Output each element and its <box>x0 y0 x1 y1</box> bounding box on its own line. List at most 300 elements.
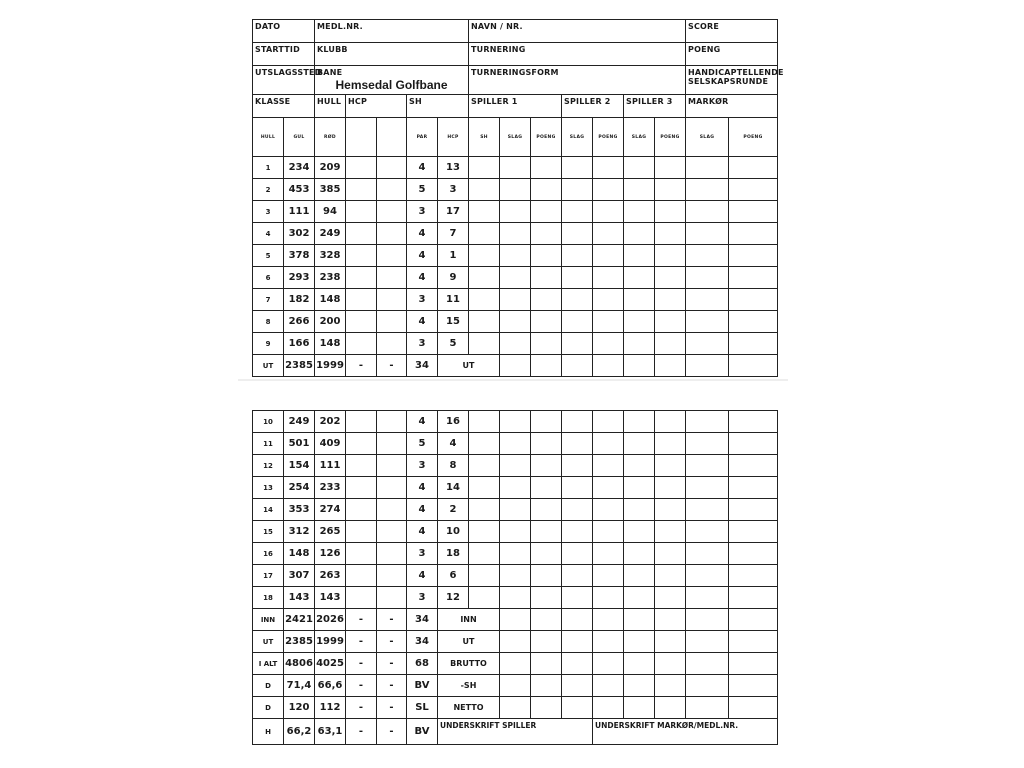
hole-hcp-blank[interactable] <box>346 455 377 477</box>
score-cell[interactable] <box>729 355 778 377</box>
hole-hcp-blank[interactable] <box>377 311 407 333</box>
score-cell[interactable] <box>531 179 562 201</box>
score-cell[interactable] <box>593 631 624 653</box>
hole-hcp-blank[interactable] <box>346 587 377 609</box>
hole-hcp-blank[interactable] <box>377 587 407 609</box>
score-cell[interactable] <box>655 587 686 609</box>
field-hcp[interactable] <box>346 95 407 118</box>
score-cell[interactable] <box>686 565 729 587</box>
score-cell[interactable] <box>729 499 778 521</box>
hole-hcp-blank[interactable] <box>377 411 407 433</box>
score-cell[interactable] <box>500 201 531 223</box>
field-utslagssted[interactable] <box>253 66 322 95</box>
score-cell[interactable] <box>686 201 729 223</box>
total-par: 34 <box>407 609 438 631</box>
score-cell[interactable] <box>655 333 686 355</box>
score-cell[interactable] <box>686 499 729 521</box>
score-cell[interactable] <box>729 455 778 477</box>
score-cell[interactable] <box>531 631 562 653</box>
score-cell[interactable] <box>729 631 778 653</box>
score-cell[interactable] <box>686 157 729 179</box>
score-cell[interactable] <box>562 455 593 477</box>
score-cell[interactable] <box>531 587 562 609</box>
score-cell[interactable] <box>531 675 562 697</box>
score-cell[interactable] <box>500 477 531 499</box>
score-cell[interactable] <box>624 201 655 223</box>
score-cell[interactable] <box>686 311 729 333</box>
score-cell[interactable] <box>729 565 778 587</box>
field-medl-nr[interactable] <box>315 20 469 43</box>
score-cell[interactable] <box>531 697 562 719</box>
score-cell[interactable] <box>469 433 500 455</box>
hole-row <box>253 499 778 521</box>
score-cell[interactable] <box>531 521 562 543</box>
score-cell[interactable] <box>686 289 729 311</box>
score-cell[interactable] <box>686 653 729 675</box>
field-score[interactable] <box>686 20 778 43</box>
score-cell[interactable] <box>686 609 729 631</box>
score-cell[interactable] <box>469 499 500 521</box>
hole-gul: 501 <box>284 433 315 455</box>
score-cell[interactable] <box>500 157 531 179</box>
score-cell[interactable] <box>531 499 562 521</box>
score-cell[interactable] <box>531 477 562 499</box>
score-cell[interactable] <box>729 411 778 433</box>
score-cell[interactable] <box>562 433 593 455</box>
score-cell[interactable] <box>729 245 778 267</box>
score-cell[interactable] <box>686 179 729 201</box>
score-cell[interactable] <box>624 223 655 245</box>
hole-hcp-blank[interactable] <box>346 433 377 455</box>
score-cell[interactable] <box>500 675 531 697</box>
hole-hcp-blank[interactable] <box>377 289 407 311</box>
score-cell[interactable] <box>562 543 593 565</box>
score-cell[interactable] <box>624 289 655 311</box>
field-spiller3[interactable] <box>624 95 686 118</box>
hole-hcp-blank[interactable] <box>346 333 377 355</box>
field-navn-nr[interactable] <box>469 20 686 43</box>
score-cell[interactable] <box>500 223 531 245</box>
score-cell[interactable] <box>562 311 593 333</box>
score-cell[interactable] <box>469 543 500 565</box>
score-cell[interactable] <box>655 631 686 653</box>
score-cell[interactable] <box>469 521 500 543</box>
score-cell[interactable] <box>729 157 778 179</box>
score-cell[interactable] <box>593 675 624 697</box>
score-cell[interactable] <box>624 609 655 631</box>
hole-index: 5 <box>438 333 469 355</box>
score-cell[interactable] <box>686 433 729 455</box>
score-cell[interactable] <box>593 565 624 587</box>
hole-hcp-blank[interactable] <box>377 499 407 521</box>
score-cell[interactable] <box>593 267 624 289</box>
score-cell[interactable] <box>624 355 655 377</box>
score-cell[interactable] <box>593 499 624 521</box>
score-cell[interactable] <box>624 521 655 543</box>
hole-hcp-blank[interactable] <box>377 223 407 245</box>
score-cell[interactable] <box>729 311 778 333</box>
score-cell[interactable] <box>531 543 562 565</box>
score-cell[interactable] <box>729 675 778 697</box>
score-cell[interactable] <box>624 411 655 433</box>
score-cell[interactable] <box>531 311 562 333</box>
score-cell[interactable] <box>729 201 778 223</box>
score-cell[interactable] <box>500 609 531 631</box>
score-cell[interactable] <box>686 521 729 543</box>
score-cell[interactable] <box>593 157 624 179</box>
hole-hcp-blank[interactable] <box>346 499 377 521</box>
field-starttid[interactable] <box>253 43 315 66</box>
score-cell[interactable] <box>655 543 686 565</box>
player-signature-field[interactable]: UNDERSKRIFT SPILLER <box>438 719 593 745</box>
hole-rod: 111 <box>315 455 346 477</box>
score-cell[interactable] <box>655 499 686 521</box>
score-cell[interactable] <box>531 267 562 289</box>
score-cell[interactable] <box>593 411 624 433</box>
score-cell[interactable] <box>624 455 655 477</box>
score-cell[interactable] <box>655 609 686 631</box>
score-cell[interactable] <box>469 587 500 609</box>
field-klasse[interactable] <box>253 95 315 118</box>
score-cell[interactable] <box>500 499 531 521</box>
score-cell[interactable] <box>655 521 686 543</box>
score-cell[interactable] <box>729 653 778 675</box>
field-hull[interactable] <box>315 95 346 118</box>
hole-gul: 378 <box>284 245 315 267</box>
hole-hcp-blank[interactable] <box>346 267 377 289</box>
hole-hcp-blank[interactable] <box>377 267 407 289</box>
score-cell[interactable] <box>531 433 562 455</box>
score-cell[interactable] <box>686 543 729 565</box>
hole-hcp-blank[interactable] <box>346 477 377 499</box>
score-cell[interactable] <box>562 477 593 499</box>
score-cell[interactable] <box>562 631 593 653</box>
score-cell[interactable] <box>655 675 686 697</box>
hole-hcp-blank[interactable] <box>346 245 377 267</box>
hole-index: 10 <box>438 521 469 543</box>
hole-row <box>253 565 778 587</box>
score-cell[interactable] <box>655 697 686 719</box>
hole-hcp-blank[interactable] <box>346 411 377 433</box>
hole-number: 4 <box>253 223 284 245</box>
score-cell[interactable] <box>469 455 500 477</box>
total-dash: - <box>346 609 377 631</box>
hole-hcp-blank[interactable] <box>377 565 407 587</box>
score-cell[interactable] <box>729 587 778 609</box>
total-label: H <box>253 719 284 745</box>
hole-hcp-blank[interactable] <box>377 245 407 267</box>
total-rod: 63,1 <box>315 719 346 745</box>
score-cell[interactable] <box>686 245 729 267</box>
score-cell[interactable] <box>562 179 593 201</box>
score-cell[interactable] <box>531 355 562 377</box>
score-cell[interactable] <box>469 179 500 201</box>
course-name: Hemsedal Golfbane <box>335 78 448 92</box>
score-cell[interactable] <box>655 477 686 499</box>
score-cell[interactable] <box>500 433 531 455</box>
score-cell[interactable] <box>655 245 686 267</box>
score-cell[interactable] <box>686 267 729 289</box>
score-cell[interactable] <box>655 223 686 245</box>
score-cell[interactable] <box>593 543 624 565</box>
score-cell[interactable] <box>469 289 500 311</box>
score-cell[interactable] <box>686 675 729 697</box>
score-cell[interactable] <box>469 333 500 355</box>
score-cell[interactable] <box>531 157 562 179</box>
score-cell[interactable] <box>686 697 729 719</box>
score-cell[interactable] <box>531 333 562 355</box>
score-cell[interactable] <box>500 333 531 355</box>
score-cell[interactable] <box>729 289 778 311</box>
score-cell[interactable] <box>593 311 624 333</box>
score-cell[interactable] <box>562 201 593 223</box>
score-cell[interactable] <box>686 477 729 499</box>
score-cell[interactable] <box>624 311 655 333</box>
hole-hcp-blank[interactable] <box>346 543 377 565</box>
score-cell[interactable] <box>686 587 729 609</box>
score-cell[interactable] <box>593 201 624 223</box>
marker-signature-field[interactable]: UNDERSKRIFT MARKØR/MEDL.NR. <box>593 719 778 745</box>
score-cell[interactable] <box>469 223 500 245</box>
score-cell[interactable] <box>562 565 593 587</box>
hole-hcp-blank[interactable] <box>377 179 407 201</box>
hole-hcp-blank[interactable] <box>377 521 407 543</box>
score-cell[interactable] <box>624 499 655 521</box>
score-cell[interactable] <box>469 565 500 587</box>
score-cell[interactable] <box>593 333 624 355</box>
score-cell[interactable] <box>593 587 624 609</box>
hole-hcp-blank[interactable] <box>346 289 377 311</box>
score-cell[interactable] <box>624 245 655 267</box>
score-cell[interactable] <box>624 653 655 675</box>
score-cell[interactable] <box>655 201 686 223</box>
total-par: 34 <box>407 631 438 653</box>
total-dash: - <box>346 719 377 745</box>
score-cell[interactable] <box>531 455 562 477</box>
score-cell[interactable] <box>562 411 593 433</box>
score-cell[interactable] <box>562 289 593 311</box>
score-cell[interactable] <box>593 653 624 675</box>
score-cell[interactable] <box>624 477 655 499</box>
score-cell[interactable] <box>624 631 655 653</box>
score-cell[interactable] <box>500 521 531 543</box>
score-cell[interactable] <box>531 201 562 223</box>
score-cell[interactable] <box>469 311 500 333</box>
hole-index: 18 <box>438 543 469 565</box>
score-cell[interactable] <box>655 411 686 433</box>
score-cell[interactable] <box>531 289 562 311</box>
score-cell[interactable] <box>562 355 593 377</box>
score-cell[interactable] <box>531 565 562 587</box>
score-cell[interactable] <box>562 675 593 697</box>
score-cell[interactable] <box>655 653 686 675</box>
score-cell[interactable] <box>593 433 624 455</box>
score-cell[interactable] <box>624 543 655 565</box>
score-cell[interactable] <box>686 455 729 477</box>
field-spiller2[interactable] <box>562 95 624 118</box>
field-dato[interactable] <box>253 20 315 43</box>
hole-rod: 265 <box>315 521 346 543</box>
score-cell[interactable] <box>500 289 531 311</box>
field-klubb[interactable] <box>315 43 469 66</box>
col-slag-markor: SLAG <box>686 118 729 157</box>
score-cell[interactable] <box>729 223 778 245</box>
hole-hcp-blank[interactable] <box>346 311 377 333</box>
score-cell[interactable] <box>500 311 531 333</box>
score-cell[interactable] <box>624 433 655 455</box>
score-cell[interactable] <box>562 587 593 609</box>
score-cell[interactable] <box>729 609 778 631</box>
score-cell[interactable] <box>500 631 531 653</box>
hole-rod: 209 <box>315 157 346 179</box>
score-cell[interactable] <box>686 411 729 433</box>
hole-hcp-blank[interactable] <box>346 157 377 179</box>
score-cell[interactable] <box>655 355 686 377</box>
score-cell[interactable] <box>531 609 562 631</box>
score-cell[interactable] <box>655 289 686 311</box>
score-cell[interactable] <box>500 587 531 609</box>
score-cell[interactable] <box>562 697 593 719</box>
score-cell[interactable] <box>562 245 593 267</box>
field-bane[interactable] <box>315 66 469 95</box>
score-cell[interactable] <box>729 521 778 543</box>
hole-hcp-blank[interactable] <box>346 565 377 587</box>
field-turnering[interactable] <box>469 43 686 66</box>
field-poeng[interactable] <box>686 43 778 66</box>
hole-hcp-blank[interactable] <box>346 521 377 543</box>
field-turneringsform[interactable] <box>469 66 686 95</box>
score-cell[interactable] <box>593 609 624 631</box>
score-cell[interactable] <box>531 245 562 267</box>
score-cell[interactable] <box>624 697 655 719</box>
score-cell[interactable] <box>562 499 593 521</box>
hole-hcp-blank[interactable] <box>377 455 407 477</box>
score-cell[interactable] <box>562 521 593 543</box>
hole-hcp-blank[interactable] <box>377 543 407 565</box>
score-cell[interactable] <box>624 675 655 697</box>
score-cell[interactable] <box>500 697 531 719</box>
score-cell[interactable] <box>562 223 593 245</box>
total-par: 34 <box>407 355 438 377</box>
score-cell[interactable] <box>469 245 500 267</box>
hole-number: 1 <box>253 157 284 179</box>
fold-line <box>238 379 788 381</box>
score-cell[interactable] <box>729 697 778 719</box>
score-cell[interactable] <box>655 179 686 201</box>
score-cell[interactable] <box>729 179 778 201</box>
hole-row <box>253 179 778 201</box>
label-klasse: KLASSE <box>255 97 291 106</box>
field-markor[interactable] <box>686 95 778 118</box>
score-cell[interactable] <box>624 157 655 179</box>
score-cell[interactable] <box>469 477 500 499</box>
score-cell[interactable] <box>593 289 624 311</box>
score-cell[interactable] <box>593 477 624 499</box>
hole-hcp-blank[interactable] <box>377 157 407 179</box>
hole-hcp-blank[interactable] <box>346 223 377 245</box>
hole-gul: 182 <box>284 289 315 311</box>
score-cell[interactable] <box>531 223 562 245</box>
score-cell[interactable] <box>500 355 531 377</box>
score-cell[interactable] <box>562 653 593 675</box>
score-cell[interactable] <box>729 333 778 355</box>
hole-hcp-blank[interactable] <box>346 179 377 201</box>
score-cell[interactable] <box>655 433 686 455</box>
score-cell[interactable] <box>593 355 624 377</box>
score-cell[interactable] <box>469 411 500 433</box>
total-dash: - <box>377 675 407 697</box>
score-cell[interactable] <box>655 267 686 289</box>
hole-hcp-blank[interactable] <box>346 201 377 223</box>
score-cell[interactable] <box>593 521 624 543</box>
score-cell[interactable] <box>593 455 624 477</box>
score-cell[interactable] <box>655 311 686 333</box>
hole-par: 3 <box>407 333 438 355</box>
score-cell[interactable] <box>624 587 655 609</box>
hole-number: 16 <box>253 543 284 565</box>
hole-hcp-blank[interactable] <box>377 333 407 355</box>
hole-hcp-blank[interactable] <box>377 477 407 499</box>
score-cell[interactable] <box>686 631 729 653</box>
score-cell[interactable] <box>624 565 655 587</box>
field-handicaptellende[interactable] <box>686 66 784 95</box>
score-cell[interactable] <box>729 477 778 499</box>
score-cell[interactable] <box>500 455 531 477</box>
field-spiller1[interactable] <box>469 95 562 118</box>
score-cell[interactable] <box>624 179 655 201</box>
score-cell[interactable] <box>686 223 729 245</box>
score-cell[interactable] <box>729 433 778 455</box>
score-cell[interactable] <box>469 201 500 223</box>
score-cell[interactable] <box>500 565 531 587</box>
score-cell[interactable] <box>500 179 531 201</box>
score-cell[interactable] <box>562 609 593 631</box>
score-cell[interactable] <box>593 697 624 719</box>
score-cell[interactable] <box>593 223 624 245</box>
total-row <box>253 719 778 745</box>
score-cell[interactable] <box>562 157 593 179</box>
score-cell[interactable] <box>686 355 729 377</box>
score-cell[interactable] <box>500 245 531 267</box>
score-cell[interactable] <box>624 333 655 355</box>
score-cell[interactable] <box>500 653 531 675</box>
score-cell[interactable] <box>624 267 655 289</box>
score-cell[interactable] <box>531 411 562 433</box>
score-cell[interactable] <box>500 267 531 289</box>
score-cell[interactable] <box>655 455 686 477</box>
score-cell[interactable] <box>655 565 686 587</box>
hole-par: 4 <box>407 245 438 267</box>
score-cell[interactable] <box>562 267 593 289</box>
hole-number: 8 <box>253 311 284 333</box>
hole-index: 14 <box>438 477 469 499</box>
hole-hcp-blank[interactable] <box>377 433 407 455</box>
score-cell[interactable] <box>729 267 778 289</box>
score-cell[interactable] <box>469 267 500 289</box>
score-cell[interactable] <box>593 179 624 201</box>
score-cell[interactable] <box>469 157 500 179</box>
score-cell[interactable] <box>562 333 593 355</box>
hole-hcp-blank[interactable] <box>377 201 407 223</box>
score-cell[interactable] <box>500 543 531 565</box>
field-sh[interactable] <box>407 95 469 118</box>
score-cell[interactable] <box>686 333 729 355</box>
score-cell[interactable] <box>531 653 562 675</box>
score-cell[interactable] <box>500 411 531 433</box>
score-cell[interactable] <box>593 245 624 267</box>
score-cell[interactable] <box>729 543 778 565</box>
score-cell[interactable] <box>655 157 686 179</box>
